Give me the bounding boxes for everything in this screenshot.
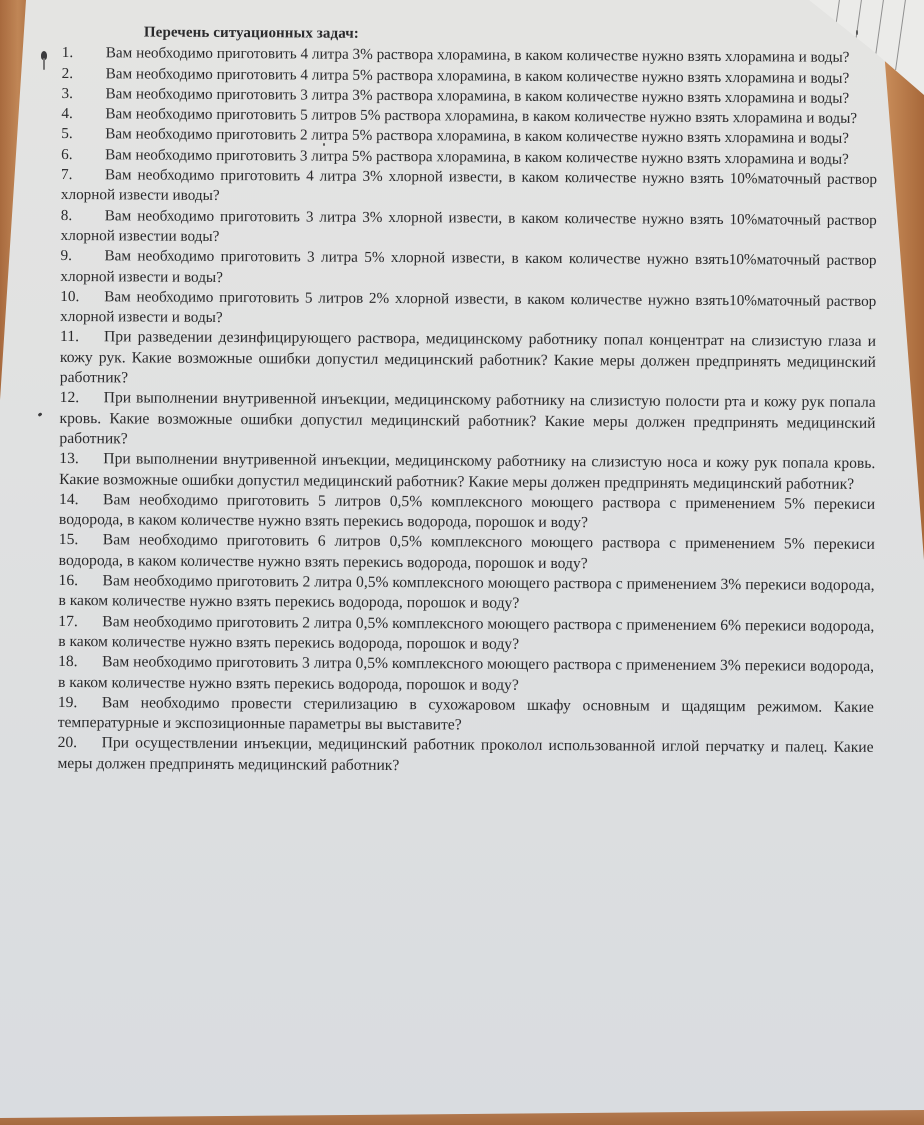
task-item-8	[61, 206, 877, 252]
task-number: 15.	[58, 531, 79, 549]
ink-mark-tail	[43, 58, 45, 70]
task-number: 17.	[58, 612, 78, 630]
task-number: 14.	[59, 490, 79, 508]
task-text: Вам необходимо приготовить 6 литров 0,5% комплексного моющего раствора с применением 5% перекиси водорода, в каком количестве нужно взять перекись водорода, порошок и воду?	[58, 531, 875, 572]
task-item-11	[60, 327, 876, 393]
task-text: Вам необходимо приготовить 5 литров 2% хлорной извести, в каком количестве нужно взять10%маточный раствор хлорной извести и воды?	[60, 288, 877, 327]
task-number: 6.	[61, 145, 73, 163]
task-text: Вам необходимо приготовить 5 литров 5% раствора хлорамина, в каком количестве нужно взять хлорамина и воды?	[105, 105, 858, 128]
task-number: 5.	[61, 125, 73, 143]
task-number: 16.	[58, 572, 79, 590]
task-number: 18.	[58, 653, 78, 671]
task-item-13	[59, 449, 875, 495]
task-number: 8.	[60, 206, 73, 224]
task-item-16	[58, 571, 874, 617]
task-number: 20.	[57, 734, 78, 752]
task-text: Вам необходимо приготовить 3 литра 5% раствора хлорамина, в каком количестве нужно взять хлорамина и воды?	[105, 146, 849, 168]
task-number: 19.	[57, 693, 78, 711]
task-number: 1.	[61, 44, 74, 62]
task-text: Вам необходимо приготовить 4 литра 3% хлорной извести, в каком количестве нужно взять 10%маточный раствор хлорной извести иводы?	[60, 166, 878, 205]
task-number: 13.	[59, 450, 79, 468]
task-text: Вам необходимо приготовить 2 литра 0,5% комплексного моющего раствора с применением 3% перекиси водорода, в каком количестве нужно взять перекись водорода, порошок и воду?	[58, 572, 875, 613]
task-number: 12.	[59, 389, 80, 407]
task-item-17	[58, 612, 874, 658]
task-text: Вам необходимо провести стерилизацию в сухожаровом шкафу основным и щадящим режимом. Какие температурные и экспозиционные параметры вы выставите?	[57, 694, 874, 734]
task-item-20	[57, 733, 873, 779]
task-text: При выполнении внутривенной инъекции, медицинскому работнику на слизистую носа и кожу рук попала кровь. Какие возможные ошибки допустил медицинский работник? Какие меры должен предпринять медицинский работник?	[59, 450, 876, 493]
task-item-9	[60, 246, 876, 292]
task-text: Вам необходимо приготовить 3 литра 0,5% комплексного моющего раствора с применением 3% перекиси водорода, в каком количестве нужно взять перекись водорода, порошок и воду?	[57, 653, 875, 694]
ruled-line	[895, 0, 906, 70]
task-number: 4.	[61, 105, 73, 123]
task-text: При выполнении внутривенной инъекции, медицинскому работнику на слизистую полости рта и кожу рук попала кровь. Какие возможные ошибки допустил медицинский работник? Какие меры должен предпринять медицинский работник?	[59, 389, 876, 448]
task-text: При осуществлении инъекции, медицинский работник проколол использованной иглой перчатку и палец. Какие меры должен предпринять медицинский работник?	[57, 734, 874, 774]
task-text: Вам необходимо приготовить 3 литра 3% хлорной извести, в каком количестве нужно взять 10%маточный раствор хлорной известии воды?	[60, 206, 877, 245]
task-item-7	[61, 165, 877, 211]
task-item-10	[60, 287, 876, 333]
task-list-document	[57, 22, 878, 779]
task-item-12	[59, 388, 875, 454]
task-number: 11.	[60, 328, 80, 346]
task-number: 10.	[60, 287, 80, 305]
task-text: Вам необходимо приготовить 3 литра 5% хлорной извести, в каком количестве нужно взять10%маточный раствор хлорной извести и воды?	[60, 247, 877, 286]
task-text: Вам необходимо приготовить 4 литра 5% раствора хлорамина, в каком количестве нужно взять хлорамина и воды?	[105, 64, 850, 87]
task-text: Вам необходимо приготовить 3 литра 3% раствора хлорамина, в каком количестве нужно взять хлорамина и воды?	[105, 85, 850, 107]
task-item-14	[59, 490, 875, 536]
task-number: 3.	[61, 84, 74, 102]
task-number: 2.	[61, 64, 74, 82]
task-number: 9.	[60, 247, 73, 265]
task-item-19	[58, 693, 874, 739]
task-number: 7.	[61, 166, 73, 184]
task-item-15	[59, 530, 875, 576]
task-text: Вам необходимо приготовить 2 литра 0,5% комплексного моющего раствора с применением 6% перекиси водорода, в каком количестве нужно взять перекись водорода, порошок и воду?	[58, 612, 875, 653]
task-text: Вам необходимо приготовить 5 литров 0,5% комплексного моющего раствора с применением 5% перекиси водорода, в каком количестве нужно взять перекись водорода, порошок и воду?	[58, 491, 876, 532]
task-item-18	[58, 652, 874, 698]
task-text: Вам необходимо приготовить 4 литра 3% раствора хлорамина, в каком количестве нужно взять хлорамина и воды?	[105, 44, 850, 67]
document-title: Перечень ситуационных задач:	[143, 24, 359, 42]
task-text: При разведении дезинфицирующего раствора, медицинскому работнику попал концентрат на слизистую глаза и кожу рук. Какие возможные ошибки допустил медицинский работник? Какие меры должен предпринять медицинский работник?	[59, 328, 877, 387]
task-text: Вам необходимо приготовить 2 литра 5% раствора хлорамина, в каком количестве нужно взять хлорамина и воды?	[105, 125, 849, 148]
